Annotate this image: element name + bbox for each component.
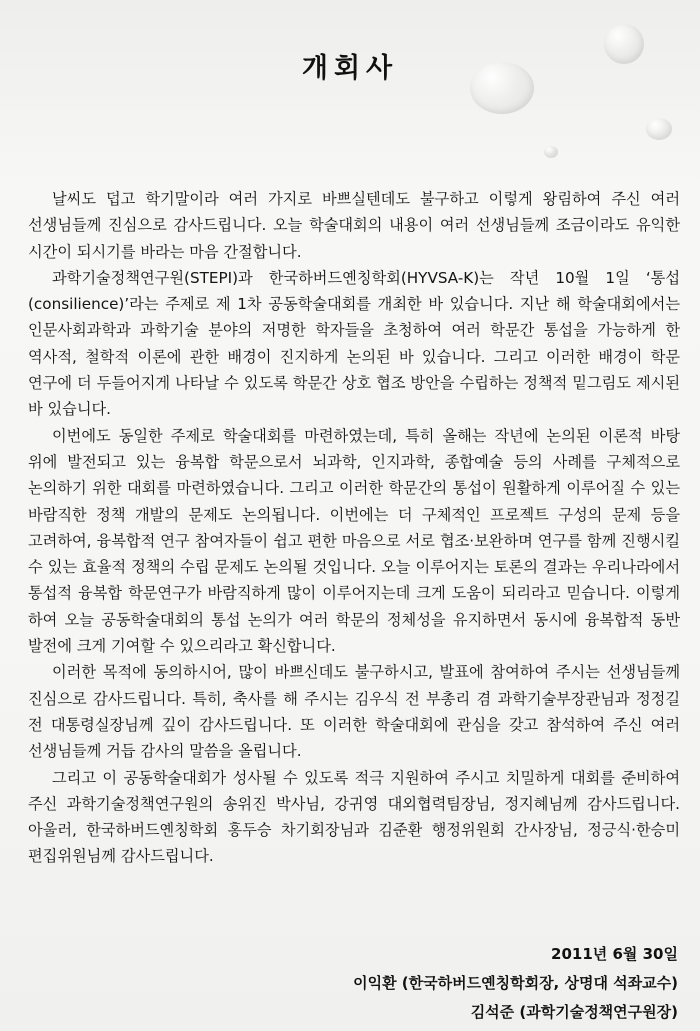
decorative-droplet-small (646, 118, 672, 140)
signature-date: 2011년 6월 30일 (551, 945, 678, 963)
signature-block (353, 940, 678, 1027)
paragraph-3: 이번에도 동일한 주제로 학술대회를 마련하였는데, 특히 올해는 작년에 논의된 이론적 바탕 위에 발전되고 있는 융복합 학문으로서 뇌과학, 인지과학, 종합예술 등의 사례를 구체적으로 논의하기 위한 대회를 마련하였습니다. 그리고 이러한 학문간의 통섭이 원활하게 이루어질 수 있는 바람직한 정책 개발의 문제도 논의됩니다. 이번에는 더 구체적인 프로젝트 구성의 문제 등을 고려하여, 융복합적 연구 참여자들이 쉽고 편한 마음으로 서로 협조·보완하며 연구를 함께 진행시킬 수 있는 효율적 정책의 수립 문제도 논의될 것입니다. 오늘 이루어지는 토론의 결과는 우리나라에서 통섭적 융복합 학문연구가 바람직하게 많이 이루어지는데 크게 도움이 되리라고 믿습니다. 이렇게 하여 오늘 공동학술대회의 통섭 논의가 여러 학문의 정체성을 유지하면서 동시에 융복합적 동반 발전에 크게 기여할 수 있으리라고 확신합니다. (28, 426, 680, 656)
speech-body (28, 186, 680, 870)
page-title: 개회사 (301, 53, 399, 85)
signature-signer-2: 김석준 (과학기술정책연구원장) (470, 1003, 678, 1021)
decorative-droplet-tiny (544, 146, 558, 158)
paragraph-4: 이러한 목적에 동의하시어, 많이 바쁘신데도 불구하시고, 발표에 참여하여 주시는 선생님들께 진심으로 감사드립니다. 특히, 축사를 해 주시는 김우식 전 부총리 겸 과학기술부장관님과 정정길 전 대통령실장님께 깊이 감사드립니다. 또 이러한 학술대회에 관심을 갖고 참석하여 주신 여러 선생님들께 거듭 감사의 말씀을 올립니다. (28, 663, 680, 761)
signature-signer-1: 이익환 (한국하버드옌칭학회장, 상명대 석좌교수) (353, 974, 678, 992)
paragraph-5: 그리고 이 공동학술대회가 성사될 수 있도록 적극 지원하여 주시고 치밀하게 대회를 준비하여 주신 과학기술정책연구원의 송위진 박사님, 강귀영 대외협력팀장님, 정지혜님께 감사드립니다. 아울러, 한국하버드옌칭학회 홍두승 차기회장님과 김준환 행정위원회 간사장님, 정긍식·한승미 편집위원님께 감사드립니다. (28, 768, 680, 866)
paragraph-1: 날씨도 덥고 학기말이라 여러 가지로 바쁘실텐데도 불구하고 이렇게 왕림하여 주신 여러 선생님들께 진심으로 감사드립니다. 오늘 학술대회의 내용이 여러 선생님들께 조금이라도 유익한 시간이 되시기를 바라는 마음 간절합니다. (28, 190, 680, 261)
paragraph-2: 과학기술정책연구원(STEPI)과 한국하버드옌칭학회(HYVSA-K)는 작년 10월 1일 ‘통섭(consilience)’라는 주제로 제 1차 공동학술대회를 개최한 바 있습니다. 지난 해 학술대회에서는 인문사회과학과 과학기술 분야의 저명한 학자들을 초청하여 여러 학문간 통섭을 가능하게 한 역사적, 철학적 이론에 관한 배경이 진지하게 논의된 바 있습니다. 그리고 이러한 배경이 학문 연구에 더 두들어지게 나타날 수 있도록 학문간 상호 협조 방안을 수립하는 정책적 밑그림도 제시된 바 있습니다. (28, 268, 680, 419)
